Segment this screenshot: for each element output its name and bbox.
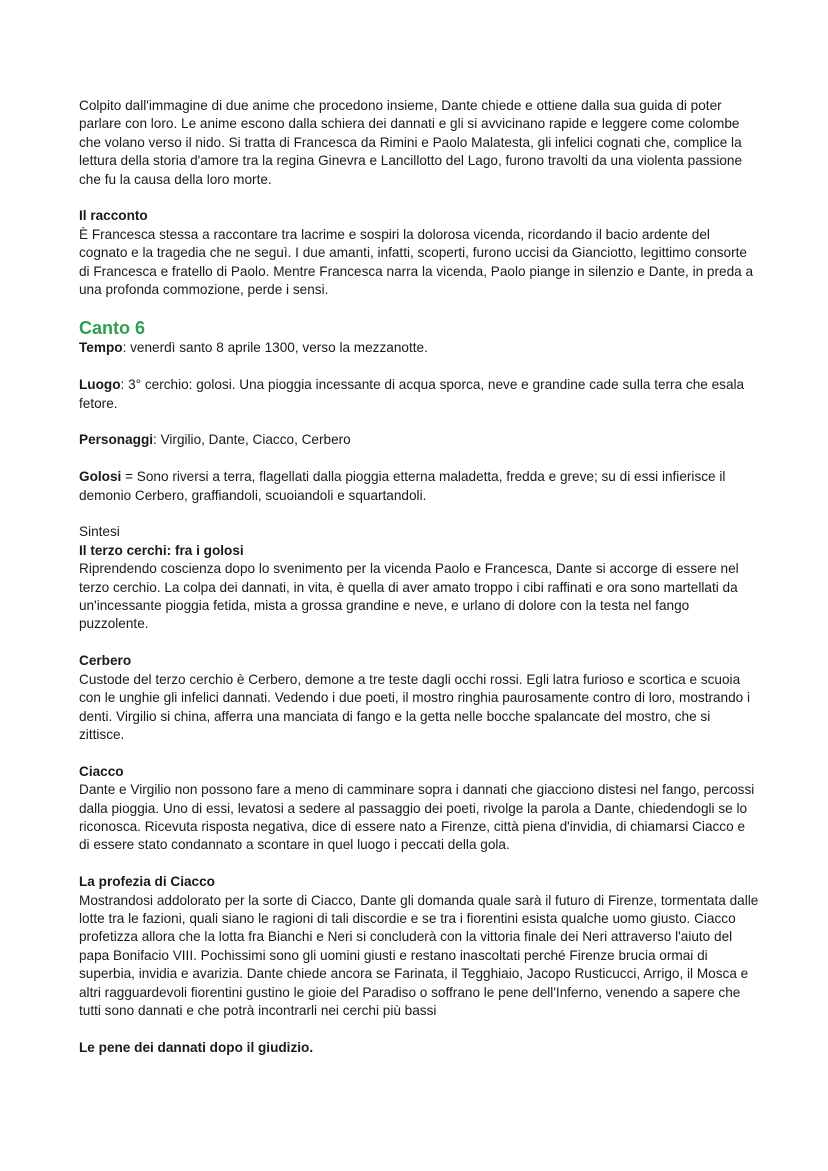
golosi-line bbox=[79, 468, 759, 505]
terzo-heading: Il terzo cerchi: fra i golosi bbox=[79, 542, 244, 558]
personaggi-line bbox=[79, 431, 759, 449]
sintesi-label: Sintesi bbox=[79, 524, 120, 540]
closing-heading: Le pene dei dannati dopo il giudizio. bbox=[79, 1039, 314, 1055]
tempo-line bbox=[79, 339, 759, 357]
luogo-text: : 3° cerchio: golosi. Una pioggia incessante di acqua sporca, neve e grandine cade sulla terra che esala fetore. bbox=[79, 377, 745, 411]
tempo-text: : venerdì santo 8 aprile 1300, verso la mezzanotte. bbox=[122, 340, 428, 356]
profezia-paragraph: Mostrandosi addolorato per la sorte di Ciacco, Dante gli domanda quale sarà il futuro di Firenze, tormentata dalle lotte tra le fazioni, quali siano le ragioni di tali discordie e se tra i fiorentini esista qualche uomo giusto. Ciacco profetizza allora che la lotta fra Bianchi e Neri si concluderà con la vittoria finale dei Neri attraverso l'aiuto del papa Bonifacio VIII. Pochissimi sono gli uomini giusti e restano inascoltati perché Firenze brucia ormai di superbia, invidia e avarizia. Dante chiede ancora se Farinata, il Tegghiaio, Jacopo Rusticucci, Arrigo, il Mosca e altri ragguardevoli fiorentini gustino le gioie del Paradiso o soffrano le pene dell'Inferno, venendo a sapere che tutti sono dannati e che potrà incontrarli nei cerchi più bassi bbox=[79, 892, 759, 1018]
luogo-label: Luogo bbox=[79, 377, 121, 393]
canto-heading: Canto 6 bbox=[79, 318, 146, 339]
golosi-text: = Sono riversi a terra, flagellati dalla pioggia etterna maladetta, fredda e greve; su di essi infierisce il demonio Cerbero, graffiandoli, scuoiandoli e squartandoli. bbox=[79, 469, 726, 503]
golosi-label: Golosi bbox=[79, 469, 122, 485]
tempo-label: Tempo bbox=[79, 340, 123, 356]
cerbero-paragraph: Custode del terzo cerchio è Cerbero, demone a tre teste dagli occhi rossi. Egli latra furioso e scortica e scuoia con le unghie gli infelici dannati. Vedendo i due poeti, il mostro ringhia paurosamente contro di loro, mostrando i denti. Virgilio si china, afferra una manciata di fango e la getta nelle bocche spalancate del mostro, che si zittisce. bbox=[79, 671, 751, 742]
terzo-paragraph: Riprendendo coscienza dopo lo svenimento per la vicenda Paolo e Francesca, Dante si accorge di essere nel terzo cerchio. La colpa dei dannati, in vita, è quella di aver amato troppo i cibi raffinati e ora sono martellati da un'incessante pioggia fetida, mista a grossa grandine e neve, e urlano di dolore con la testa nel fango puzzolente. bbox=[79, 561, 739, 632]
intro-paragraph: Colpito dall'immagine di due anime che procedono insieme, Dante chiede e ottiene dalla sua guida di poter parlare con loro. Le anime escono dalla schiera dei dannati e gli si avvicinano rapide e leggere come colombe che volano verso il nido. Si tratta di Francesca da Rimini e Paolo Malatesta, gli infelici cognati che, complice la lettura della storia d'amore tra la regina Ginevra e Lancillotto del Lago, furono travolti da una violenta passione che fu la causa della loro morte. bbox=[79, 98, 743, 187]
cerbero-heading: Cerbero bbox=[79, 653, 132, 669]
ciacco-paragraph: Dante e Virgilio non possono fare a meno di camminare sopra i dannati che giacciono distesi nel fango, percossi dalla pioggia. Uno di essi, levatosi a sedere al passaggio dei poeti, rivolge la parola a Dante, chiedendogli se lo riconosca. Ricevuta risposta negativa, dice di essere nato a Firenze, città piena d'invidia, di chiamarsi Ciacco e di essere stato condannato a scontare in quel luogo i peccati della gola. bbox=[79, 782, 755, 853]
profezia-heading: La profezia di Ciacco bbox=[79, 874, 215, 890]
racconto-heading: Il racconto bbox=[79, 208, 148, 224]
personaggi-text: : Virgilio, Dante, Ciacco, Cerbero bbox=[153, 432, 351, 448]
personaggi-label: Personaggi bbox=[79, 432, 154, 448]
ciacco-heading: Ciacco bbox=[79, 763, 124, 779]
racconto-paragraph: È Francesca stessa a raccontare tra lacrime e sospiri la dolorosa vicenda, ricordando il bacio ardente del cognato e la tragedia che ne seguì. I due amanti, infatti, scoperti, furono uccisi da Gianciotto, legittimo consorte di Francesca e fratello di Paolo. Mentre Francesca narra la vicenda, Paolo piange in silenzio e Dante, in preda a una profonda commozione, perde i sensi. bbox=[79, 226, 754, 298]
luogo-line bbox=[79, 376, 759, 413]
document-page bbox=[79, 97, 759, 1057]
